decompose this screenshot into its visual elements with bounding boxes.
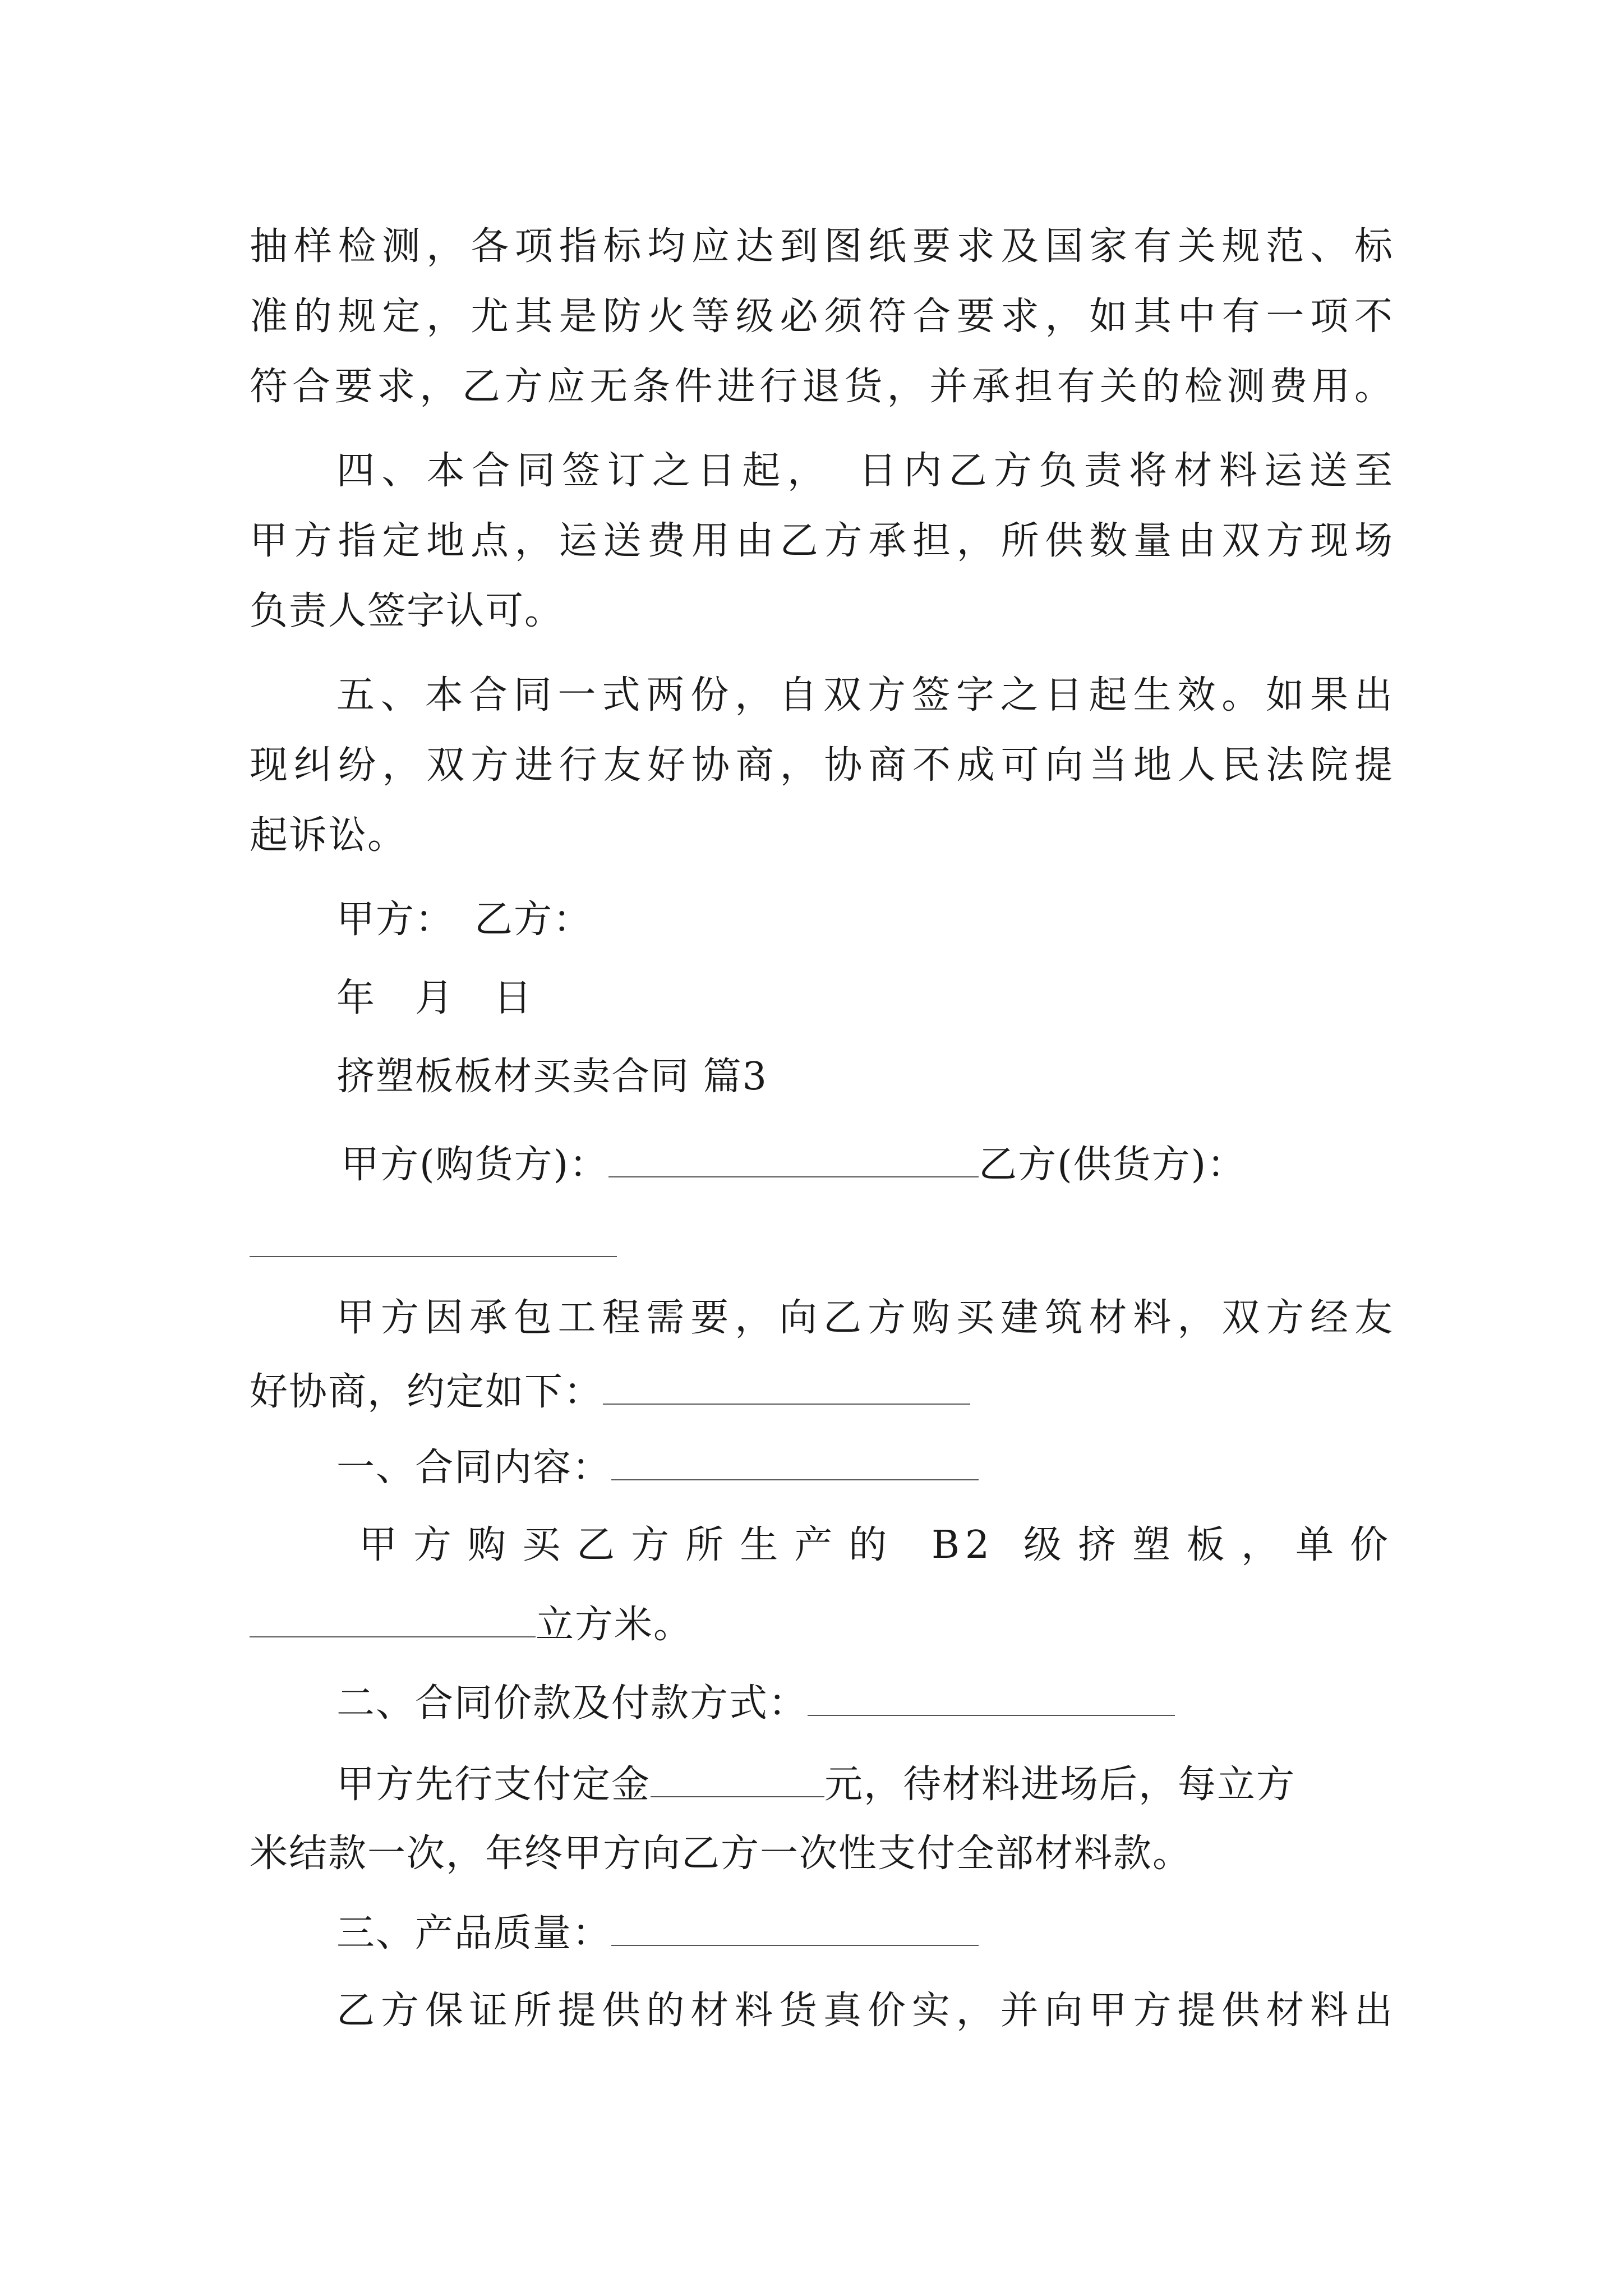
signature-line: 甲方： 乙方： [336, 898, 593, 942]
party-a-blank [608, 1142, 979, 1177]
paragraph-line: 甲方指定地点，运送费用由乙方承担，所供数量由双方现场 [250, 519, 1394, 563]
paragraph-line: 五、本合同一式两份，自双方签字之日起生效。如果出 [336, 673, 1394, 717]
section-3-title: 三、产品质量： [336, 1911, 612, 1955]
paragraph-line: 现纠纷，双方进行友好协商，协商不成可向当地人民法院提 [250, 743, 1394, 788]
section-heading: 挤塑板板材买卖合同 篇3 [336, 1055, 768, 1099]
unit-text: 立方米。 [536, 1603, 693, 1647]
paragraph-line: 抽样检测，各项指标均应达到图纸要求及国家有关规范、标 [250, 224, 1394, 269]
section-2-blank [808, 1680, 1175, 1716]
section-2-title: 二、合同价款及付款方式： [336, 1681, 808, 1726]
paragraph-line [250, 1369, 1394, 1414]
intro-text: 好协商，约定如下： [250, 1370, 603, 1414]
section-1-title: 一、合同内容： [336, 1446, 612, 1490]
section-3-blank [611, 1910, 979, 1946]
party-b-label: 乙方(供货方)： [979, 1143, 1247, 1187]
section-1-blank [611, 1444, 979, 1480]
deposit-blank [651, 1761, 824, 1797]
section-line [336, 1680, 1394, 1725]
paragraph-line [250, 1602, 1394, 1646]
paragraph-line: 甲方因承包工程需要，向乙方购买建筑材料，双方经友 [336, 1296, 1394, 1340]
deposit-text: 甲方先行支付定金 [336, 1763, 651, 1807]
intro-blank [603, 1369, 970, 1405]
price-blank [250, 1602, 536, 1637]
paragraph-line: 负责人签字认可。 [250, 589, 564, 633]
section-line [336, 1444, 1394, 1489]
paragraph-line [336, 1761, 1394, 1806]
paragraph-line: 甲方购买乙方所生产的 B2 级挤塑板，单价 [359, 1523, 1394, 1567]
date-line: 年 月 日 [336, 976, 533, 1020]
party-line [341, 1142, 1398, 1186]
section-line [336, 1910, 1394, 1955]
party-b-blank [250, 1255, 617, 1257]
paragraph-line: 起诉讼。 [250, 813, 407, 858]
paragraph-line: 四、本合同签订之日起， 日内乙方负责将材料运送至 [336, 449, 1394, 493]
party-a-label: 甲方(购货方)： [341, 1143, 609, 1187]
paragraph-line: 准的规定，尤其是防火等级必须符合要求，如其中有一项不 [250, 295, 1394, 339]
paragraph-line: 符合要求，乙方应无条件进行退货，并承担有关的检测费用。 [250, 365, 1394, 409]
payment-text: 元，待材料进场后，每立方 [824, 1763, 1296, 1807]
paragraph-line: 米结款一次，年终甲方向乙方一次性支付全部材料款。 [250, 1832, 1192, 1876]
paragraph-line: 乙方保证所提供的材料货真价实，并向甲方提供材料出 [336, 1989, 1394, 2033]
